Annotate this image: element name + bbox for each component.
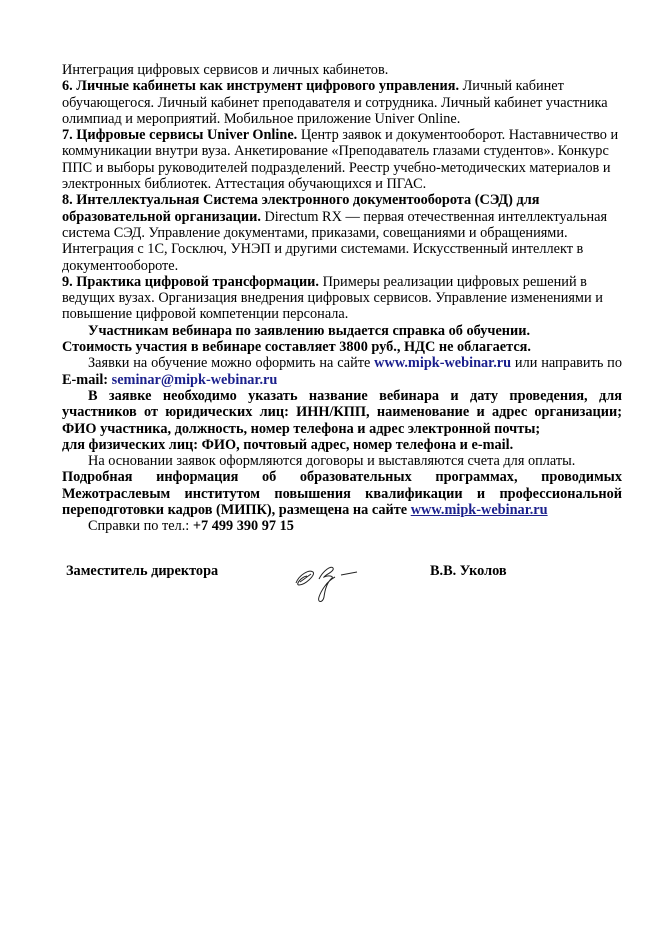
certificate-note-text: Участникам вебинара по заявлению выдается справка об обучении. [88, 322, 531, 339]
contracts-note: На основании заявок оформляются договоры и выставляются счета для оплаты. [88, 453, 576, 470]
item-9-title: 9. Практика цифровой трансформации. [62, 273, 319, 290]
item-6 [62, 78, 622, 127]
document-body [62, 62, 622, 535]
info-paragraph [62, 469, 622, 518]
email-label: E-mail: [62, 371, 112, 388]
item-8-title: 8. Интеллектуальная Система электронного документооборота (СЭД) для образовательной организации. [62, 192, 540, 225]
email-link[interactable]: seminar@mipk-webinar.ru [111, 371, 278, 388]
item-7-text: Центр заявок и документооборот. Наставничество и коммуникации внутри вуза. Анкетирование «Преподаватель глазами студентов». Конкурс ППС и выборы руководителей подразделений. Реестр учебно-методических материалов и электронных библиотек. Аттестация обучающихся и ПГАС. [62, 127, 619, 193]
info-prefix: Подробная информация об образовательных программах, проводимых Межотраслевым институтом повышения квалификации и профессиональной переподготовки кадров (МИПК), размещена на сайте [62, 469, 622, 519]
item-7-title: 7. Цифровые сервисы Univer Online. [62, 127, 298, 144]
apply-site-link[interactable]: www.mipk-webinar.ru [374, 355, 512, 372]
requirements-physical-text: для физических лиц: ФИО, почтовый адрес, номер телефона и e-mail. [62, 436, 514, 453]
apply-prefix: Заявки на обучение можно оформить на сайте [88, 355, 375, 372]
phone-number: +7 499 390 97 15 [192, 518, 294, 535]
certificate-note [62, 323, 622, 339]
item-7 [62, 127, 622, 192]
handwritten-signature-icon [291, 555, 371, 605]
item-9 [62, 274, 622, 323]
signer-title: Заместитель директора [66, 563, 219, 579]
phone-label: Справки по тел.: [88, 518, 193, 535]
requirements-physical [62, 437, 622, 453]
info-site-link[interactable]: www.mipk-webinar.ru [410, 502, 548, 519]
requirements-legal-text: В заявке необходимо указать название вебинара и дату проведения, для участников от юридических лиц: ИНН/КПП, наименование и адрес организации; ФИО участника, должность, номер телефона и адрес электронной почты; [62, 387, 622, 437]
item-8-text: Directum RX — первая отечественная интеллектуальная система СЭД. Управление документами, приказами, совещаниями и обращениями. Интеграция с 1С, Госключ, УНЭП и другими системами. Искусственный интеллект в документообороте. [62, 208, 608, 274]
requirements-legal [62, 388, 622, 437]
signer-name: В.В. Уколов [430, 563, 507, 579]
apply-paragraph [62, 355, 622, 388]
item-6-title: 6. Личные кабинеты как инструмент цифрового управления. [62, 78, 460, 95]
item-6-text: Личный кабинет обучающегося. Личный кабинет преподавателя и сотрудника. Личный кабинет участника олимпиад и мероприятий. Мобильное приложение Univer Online. [62, 78, 608, 127]
price-note [62, 339, 622, 355]
item-9-text: Примеры реализации цифровых решений в ведущих вузах. Организация внедрения цифровых сервисов. Управление изменениями и повышение цифровой компетенции персонала. [62, 273, 603, 323]
phone-line [62, 518, 622, 534]
intro-line: Интеграция цифровых сервисов и личных кабинетов. [62, 62, 389, 78]
price-note-text: Стоимость участия в вебинаре составляет 3800 руб., НДС не облагается. [62, 339, 531, 356]
item-8 [62, 192, 622, 273]
apply-middle: или направить по [511, 355, 622, 372]
signature-block [66, 563, 566, 613]
